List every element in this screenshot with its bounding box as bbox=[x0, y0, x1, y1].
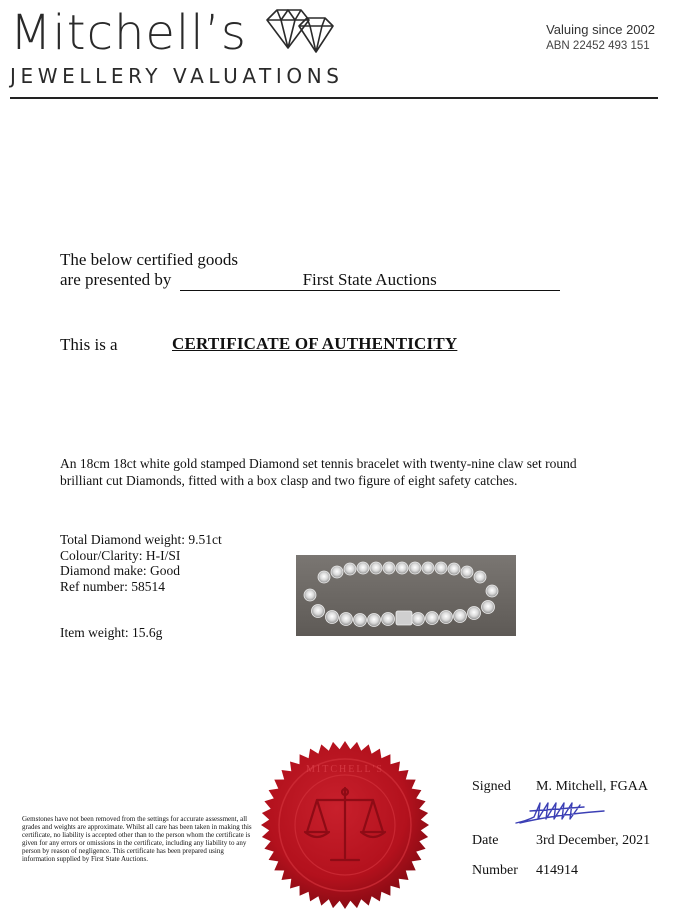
item-weight: Item weight: 15.6g bbox=[60, 625, 163, 640]
number-label: Number bbox=[472, 863, 518, 878]
date-value: 3rd December, 2021 bbox=[536, 833, 651, 848]
abn-number: ABN 22452 493 151 bbox=[546, 40, 650, 52]
intro-block bbox=[60, 250, 560, 291]
signature-scribble bbox=[512, 797, 622, 827]
intro-line-1: The below certified goods bbox=[60, 250, 238, 269]
intro-line-2 bbox=[60, 270, 560, 291]
header-divider bbox=[10, 97, 658, 99]
brand-name: Mitchell’s bbox=[10, 5, 247, 61]
date-label: Date bbox=[472, 833, 499, 848]
brand-subtitle: JEWELLERY VALUATIONS bbox=[10, 64, 344, 88]
item-description: An 18cm 18ct white gold stamped Diamond set tennis bracelet with twenty-nine claw set round brilliant cut Diamonds, fitted with a box clasp and two figure of eight safety catches. bbox=[60, 456, 577, 488]
ref-number: Ref number: 58514 bbox=[60, 578, 165, 594]
total-diamond-weight: Total Diamond weight: 9.51ct bbox=[60, 532, 222, 547]
colour-clarity: Colour/Clarity: H-I/SI bbox=[60, 547, 181, 563]
presenter-name: First State Auctions bbox=[180, 270, 560, 291]
item-specs bbox=[60, 532, 222, 594]
signed-label: Signed bbox=[472, 779, 511, 794]
certificate-title: CERTIFICATE OF AUTHENTICITY bbox=[172, 334, 458, 353]
signed-name: M. Mitchell, FGAA bbox=[536, 779, 648, 794]
diamond-make: Diamond make: Good bbox=[60, 563, 180, 578]
valuing-since: Valuing since 2002 bbox=[546, 22, 655, 37]
disclaimer-text: Gemstones have not been removed from the settings for accurate assessment, all grades and weights are approximate. Whilst all care has been taken in making this certificate, no liability is accepted other than to the person whom the certificate is given for any errors or omissions in the certificate, including any liability to any person by reason of negligence. This certificate has been prepared using information supplied by First State Auctions. bbox=[22, 815, 252, 863]
tennis-bracelet-photo bbox=[296, 555, 516, 636]
wax-seal-icon bbox=[255, 740, 435, 910]
intro-line-2-prefix: are presented by bbox=[60, 270, 172, 289]
diamond-icon bbox=[263, 8, 335, 58]
certificate-prefix: This is a bbox=[60, 335, 118, 354]
certificate-number: 414914 bbox=[536, 863, 578, 878]
svg-text:MITCHELL'S: MITCHELL'S bbox=[306, 764, 384, 775]
header-contact bbox=[546, 22, 655, 54]
